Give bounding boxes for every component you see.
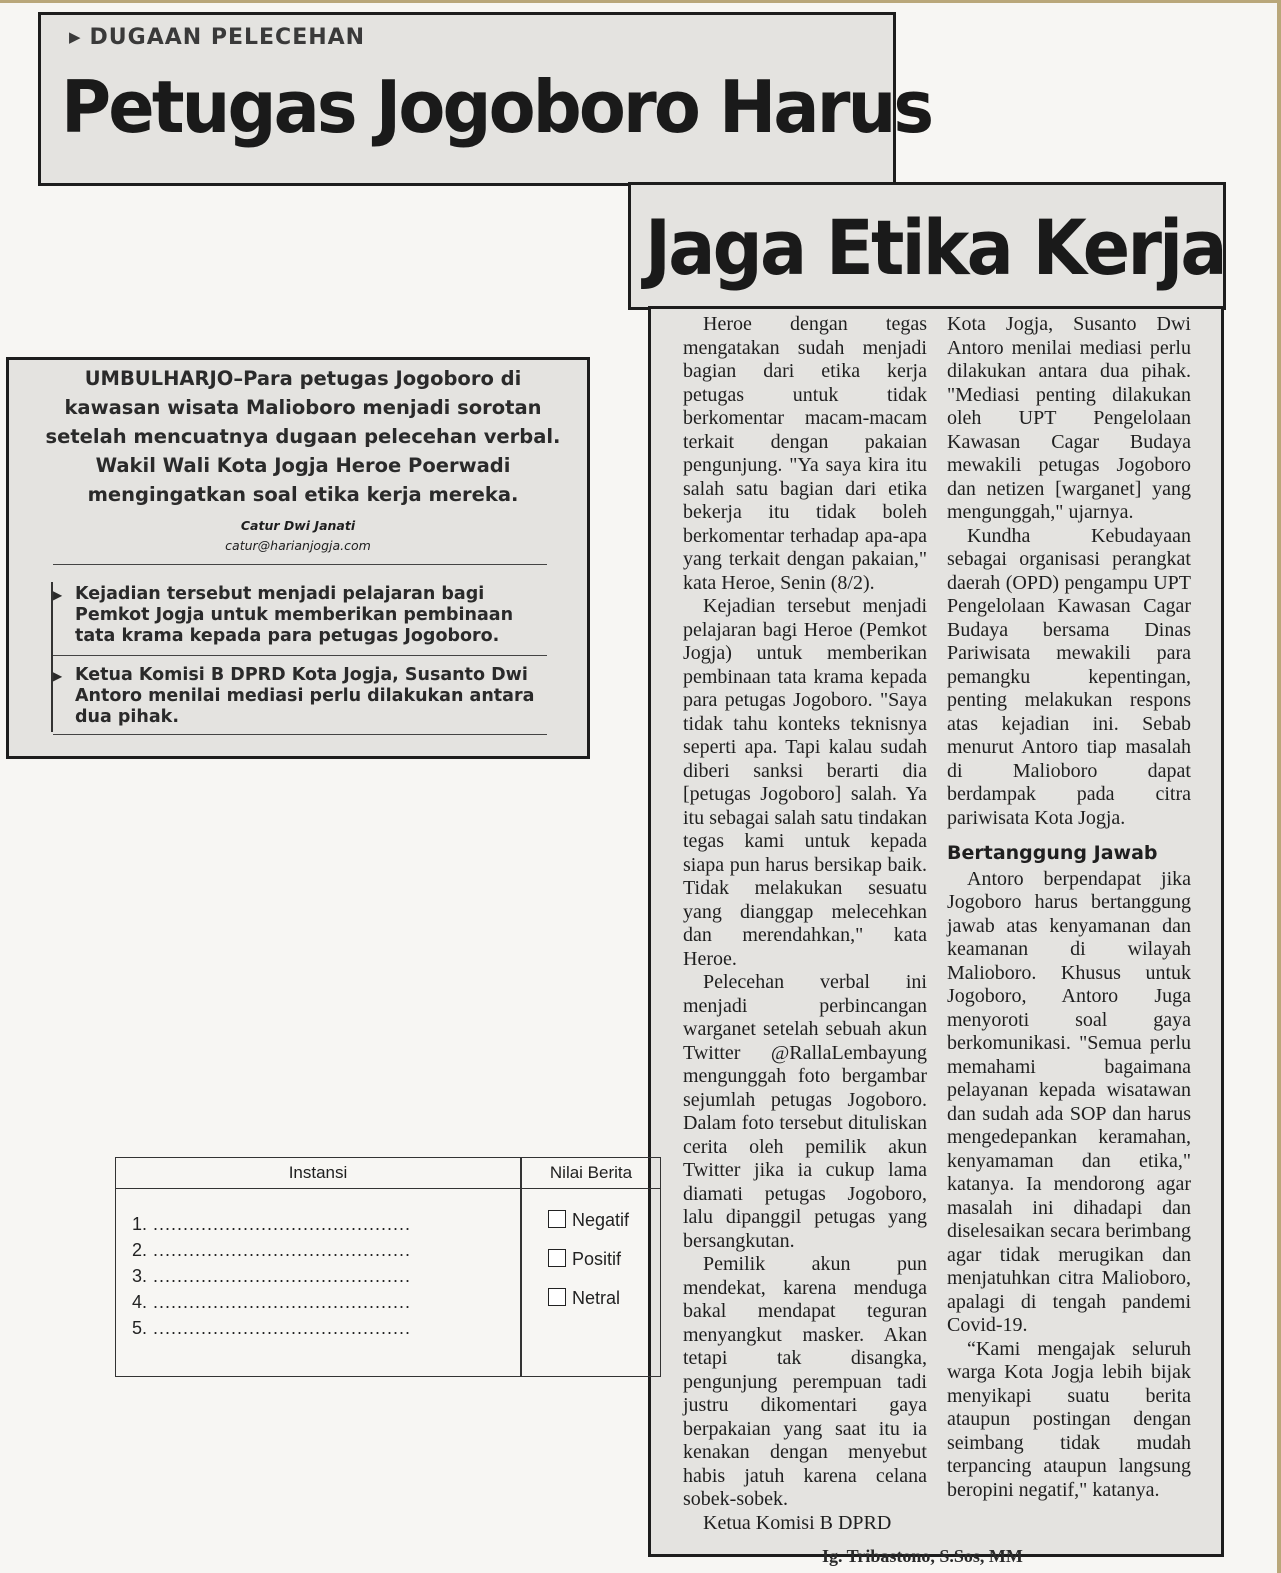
headline-box-top (38, 12, 932, 186)
paragraph: Kejadian tersebut menjadi pelajaran bagi Heroe (Pemkot Jogja) untuk memberikan pembinaan tata krama kepada para petugas Jogoboro. "Saya tidak tahu konteks teknisnya seperti apa. Tapi kalau sudah diberi sanksi berarti dia [petugas Jogoboro] salah. Ya itu sebagai salah satu tindakan tegas kami untuk kepada siapa pun harus bersikap baik. Tidak melakukan sesuatu yang dianggap melecehkan dan merendahkan," kata Heroe. (683, 595, 927, 970)
instansi-row[interactable] (132, 1266, 411, 1287)
article-column-left (683, 313, 927, 1535)
option-label: Netral (572, 1288, 621, 1308)
checkbox-icon[interactable] (548, 1249, 566, 1267)
row-blank-line: ........................................... (153, 1240, 412, 1260)
triangle-icon: ▶ (53, 588, 63, 602)
article-body-box (648, 306, 1224, 1557)
column-divider (520, 1158, 522, 1376)
paragraph: Pelecehan verbal ini menjadi perbincangan warganet setelah sebuah akun Twitter @RallaLembayung mengunggah foto bergambar sejumlah petugas Jogoboro. Dalam foto tersebut dituliskan cerita oleh pemilik akun Twitter jika ia cukup lama diamati petugas Jogoboro, lalu dipanggil petugas yang bersangkutan. (683, 971, 927, 1252)
divider (53, 655, 547, 656)
row-blank-line: ........................................... (153, 1292, 412, 1312)
option-netral[interactable] (548, 1288, 620, 1309)
instansi-row[interactable] (132, 1292, 411, 1313)
headline-line-2: Jaga Etika Kerja (645, 203, 1225, 292)
article-column-right (947, 313, 1191, 1502)
instansi-row[interactable] (132, 1214, 411, 1235)
scan-edge-top (0, 0, 1281, 3)
divider (53, 734, 547, 735)
divider (53, 564, 547, 565)
kicker (69, 25, 365, 50)
row-blank-line: ........................................... (153, 1318, 412, 1338)
row-number: 2. (132, 1240, 148, 1260)
row-number: 1. (132, 1214, 148, 1234)
highlight-text: Ketua Komisi B DPRD Kota Jogja, Susanto Dwi Antoro menilai mediasi perlu dilakukan antara dua pihak. (75, 665, 535, 727)
checkbox-icon[interactable] (548, 1210, 566, 1228)
paragraph: Antoro berpendapat jika Jogoboro harus bertanggung jawab atas kenyamanan dan keamanan di wilayah Malioboro. Khusus untuk Jogoboro, Antoro Juga menyoroti soal gaya berkomunikasi. "Semua perlu memahami bagaimana pelayanan kepada wisatawan dan sudah ada SOP dan harus mengedepankan keramahan, kenyamaman dan etika," katanya. Ia mendorong agar masalah ini dihadapi dan diselesaikan secara berimbang agar tidak merugikan dan menjatuhkan citra Malioboro, apalagi di tengah pandemi Covid-19. (947, 867, 1191, 1336)
triangle-icon: ▶ (53, 669, 63, 683)
row-number: 4. (132, 1292, 148, 1312)
paragraph: Kundha Kebudayaan sebagai organisasi perangkat daerah (OPD) pengampu UPT Pengelolaan Kawasan Cagar Budaya bersama Dinas Pariwisata mewakili para pemangku kepentingan, penting melakukan respons atas kejadian ini. Sebab menurut Antoro tiap masalah di Malioboro dapat berdampak pada citra pariwisata Kota Jogja. (947, 524, 1191, 829)
signature-name: Ig. Tribastono, S.Sos, MM (822, 1546, 1023, 1566)
column-header-instansi: Instansi (116, 1158, 521, 1189)
row-number: 3. (132, 1266, 148, 1286)
instansi-row[interactable] (132, 1318, 411, 1339)
option-label: Positif (572, 1249, 622, 1269)
option-positif[interactable] (548, 1249, 621, 1270)
row-blank-line: ........................................... (153, 1266, 412, 1286)
kicker-text: DUGAAN PELECEHAN (89, 25, 366, 50)
highlight-item (53, 584, 545, 647)
option-negatif[interactable] (548, 1210, 629, 1231)
scan-edge-right (1277, 0, 1281, 1573)
highlight-text: Kejadian tersebut menjadi pelajaran bagi Pemkot Jogja untuk memberikan pembinaan tata krama kepada para petugas Jogoboro. (75, 584, 514, 646)
subheading: Bertanggung Jawab (947, 842, 1158, 864)
paragraph: “Kami mengajak seluruh warga Kota Jogja lebih bijak menyikapi suatu berita ataupun postingan dengan seimbang tidak mudah terpancing ataupun langsung beropini negatif," katanya. (947, 1337, 1191, 1501)
highlight-item (53, 665, 545, 728)
checkbox-icon[interactable] (548, 1288, 566, 1306)
paragraph: Kota Jogja, Susanto Dwi Antoro menilai mediasi perlu dilakukan antara dua pihak. "Mediasi penting dilakukan oleh UPT Pengelolaan Kawasan Cagar Budaya mewakili petugas Jogoboro dan netizen [warganet] yang mengunggah," ujarnya. (947, 313, 1191, 523)
option-label: Negatif (572, 1210, 630, 1230)
headline-line-1: Petugas Jogoboro Harus (61, 65, 932, 149)
author-email: catur@harianjogja.com (225, 538, 371, 553)
column-header-nilai-berita: Nilai Berita (521, 1158, 661, 1189)
paragraph: Heroe dengan tegas mengatakan sudah menjadi bagian dari etika kerja petugas untuk tidak berkomentar macam-macam terkait dengan pakaian pengunjung. "Ya saya kira itu salah satu bagian dari etika bekerja itu tidak boleh berkomentar terhadap apa-apa yang terkait dengan pakaian," kata Heroe, Senin (8/2). (683, 313, 927, 594)
triangle-icon: ▶ (69, 28, 82, 46)
row-blank-line: ........................................... (153, 1214, 412, 1234)
headline-box-bottom (628, 182, 1226, 310)
instansi-row[interactable] (132, 1240, 411, 1261)
clipping-evaluation-form (115, 1157, 661, 1377)
lead-box (6, 357, 590, 759)
lead-paragraph: UMBULHARJO–Para petugas Jogoboro di kawasan wisata Malioboro menjadi sorotan setelah mencuatnya dugaan pelecehan verbal. Wakil Wali Kota Jogja Heroe Poerwadi mengingatkan soal etika kerja mereka. (45, 367, 561, 506)
author-name: Catur Dwi Janati (240, 518, 356, 533)
paragraph: Ketua Komisi B DPRD (703, 1511, 892, 1534)
paragraph: Pemilik akun pun mendekat, karena menduga bakal mendapat teguran menyangkut masker. Akan tetapi tak disangka, pengunjung perempuan tadi justru dikomentari gaya berpakaian yang saat itu ia kenakan dengan menyebut habis jatuh karena celana sobek-sobek. (683, 1253, 927, 1510)
row-number: 5. (132, 1318, 148, 1338)
